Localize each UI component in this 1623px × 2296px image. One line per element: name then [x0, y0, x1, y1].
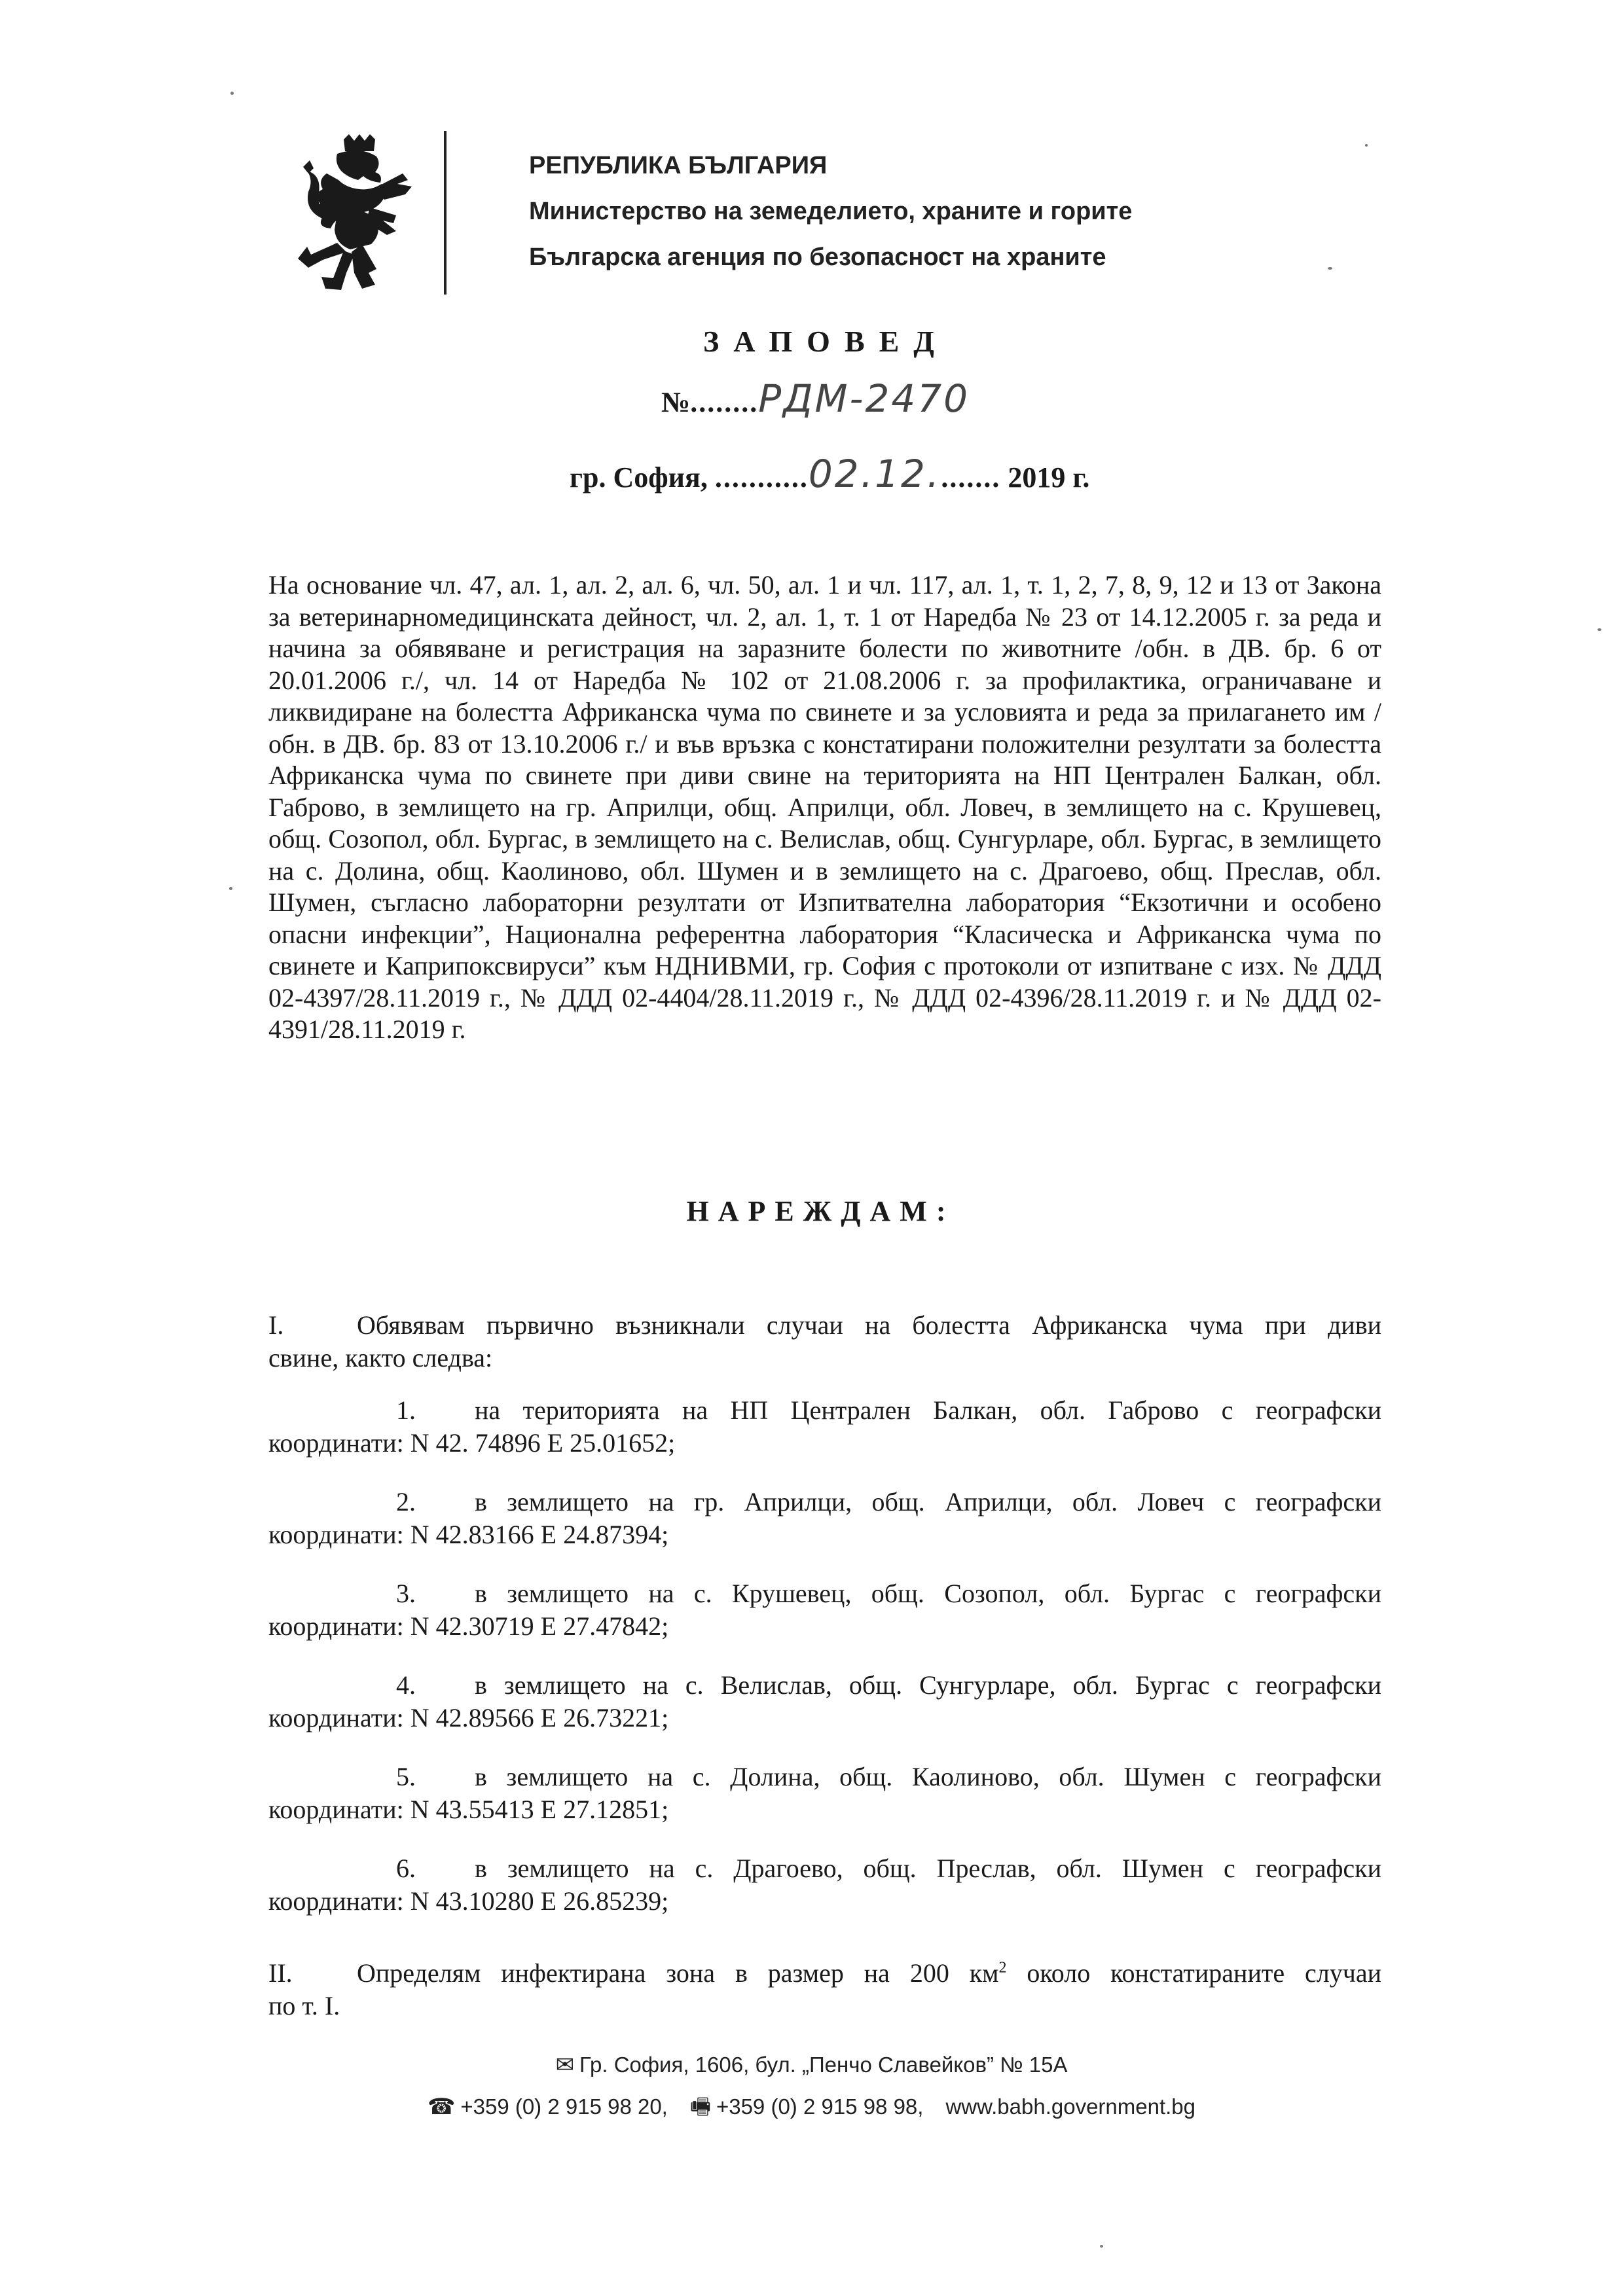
item-coordinates: координати: N 42.30719 E 27.47842; — [268, 1611, 669, 1641]
item-coordinates: координати: N 42. 74896 E 25.01652; — [268, 1428, 676, 1458]
date-dots-right: ....... — [941, 461, 1001, 493]
footer-phone: +359 (0) 2 915 98 20, — [460, 2094, 668, 2119]
scan-speck — [1100, 2245, 1103, 2248]
scan-speck — [230, 92, 234, 95]
footer-address: Гр. София, 1606, бул. „Пенчо Славейков” № 15А — [579, 2053, 1068, 2077]
country-name: РЕПУБЛИКА БЪЛГАРИЯ — [529, 152, 828, 179]
item-text: в землището на с. Долина, общ. Каолиново, обл. Шумен с географски — [475, 1762, 1381, 1791]
section-text: Определям инфектирана зона в размер на 200 $км^2$ около констатираните случаи — [357, 1958, 1382, 1988]
item-coordinates: координати: N 42.89566 E 26.73221; — [268, 1703, 669, 1732]
list-item — [268, 1761, 1381, 1826]
order-date-handwritten: 02.12. — [808, 452, 941, 496]
city-prefix: гр. София, — [570, 461, 708, 493]
list-item — [268, 1394, 1381, 1460]
item-number: 1. — [396, 1395, 416, 1425]
ministry-name: Министерство на земеделието, храните и горите — [529, 198, 1133, 225]
item-number: 2. — [396, 1487, 416, 1516]
order-number-line — [661, 376, 970, 421]
superscript: 2 — [998, 1959, 1007, 1977]
section-number: II. — [268, 1958, 293, 1988]
item-number: 4. — [396, 1670, 416, 1700]
item-text: в землището на с. Драгоево, общ. Преслав, обл. Шумен с географски — [475, 1854, 1381, 1883]
date-dots-left: ........... — [714, 461, 809, 493]
list-item — [268, 1486, 1381, 1551]
agency-name: Българска агенция по безопасност на храните — [529, 243, 1106, 271]
envelope-icon: ✉ — [555, 2053, 574, 2077]
item-text: в землището на с. Крушевец, общ. Созопол, обл. Бургас с географски — [475, 1579, 1381, 1608]
section-text-continued: свине, както следва: — [268, 1343, 493, 1372]
section-1 — [268, 1309, 1381, 1374]
phone-icon: ☎ — [427, 2094, 456, 2119]
section-text-continued: по т. I. — [268, 1991, 340, 2020]
item-text: в землището на гр. Априлци, общ. Априлци, обл. Ловеч с географски — [475, 1487, 1381, 1516]
number-prefix: № — [661, 386, 691, 418]
scan-speck — [229, 887, 232, 890]
item-text: в землището на с. Велислав, общ. Сунгурларе, обл. Бургас с географски — [475, 1670, 1381, 1700]
scan-speck — [1597, 628, 1601, 631]
number-dots: ........ — [690, 386, 759, 418]
list-item — [268, 1852, 1381, 1918]
list-item — [268, 1669, 1381, 1734]
footer-website[interactable]: www.babh.government.bg — [945, 2094, 1196, 2119]
order-year: 2019 г. — [1008, 461, 1090, 493]
section-number: I. — [268, 1310, 284, 1340]
order-date-line — [570, 452, 1089, 496]
lion-crest-icon — [298, 134, 422, 291]
item-number: 6. — [396, 1854, 416, 1883]
header-divider — [444, 131, 447, 295]
scan-speck — [1328, 267, 1332, 270]
item-coordinates: координати: N 43.10280 E 26.85239; — [268, 1886, 669, 1916]
item-coordinates: координати: N 42.83166 E 24.87394; — [268, 1520, 669, 1549]
order-title: ЗАПОВЕД — [703, 325, 949, 358]
footer-address-line — [0, 2052, 1623, 2078]
intro-paragraph: На основание чл. 47, ал. 1, ал. 2, ал. 6, чл. 50, ал. 1 и чл. 117, ал. 1, т. 1, 2, 7, 8, 9, 12 и 13 от Закона за ветеринарномедицинската дейност, чл. 2, ал. 1, т. 1 от Наредба № 23 от 14.12.2005 г. за реда и начина за обявяване и регистрация на заразните болести по животните /обн. в ДВ. бр. 6 от 20.01.2006 г./, чл. 14 от Наредба № 102 от 21.08.2006 г. за профилактика, ограничаване и ликвидиране на болестта Африканска чума по свинете и за условията и реда за прилагането им /обн. в ДВ. бр. 83 от 13.10.2006 г./ и във връзка с констатирани положителни резултати за болестта Африканска чума по свинете при диви свине на територията на НП Централен Балкан, обл. Габрово, в землището на гр. Априлци, общ. Априлци, обл. Ловеч, в землището на с. Крушевец, общ. Созопол, обл. Бургас, в землището на с. Велислав, общ. Сунгурларе, обл. Бургас, в землището на с. Долина, общ. Каолиново, обл. Шумен и в землището на с. Драгоево, общ. Преслав, обл. Шумен, съгласно лабораторни резултати от Изпитвателна лаборатория “Екзотични и особено опасни инфекции”, Национална референтна лаборатория “Класическа и Африканска чума по свинете и Каприпоксвируси” към НДНИВМИ, гр. София с протоколи от изпитване с изх. № ДДД 02-4397/28.11.2019 г., № ДДД 02-4404/28.11.2019 г., № ДДД 02-4396/28.11.2019 г. и № ДДД 02-4391/28.11.2019 г. — [268, 570, 1381, 1044]
scan-speck — [1365, 144, 1368, 147]
section-2 — [268, 1957, 1381, 2022]
list-item — [268, 1577, 1381, 1643]
item-number: 5. — [396, 1762, 416, 1791]
footer-contacts-line — [0, 2091, 1623, 2128]
item-coordinates: координати: N 43.55413 E 27.12851; — [268, 1795, 669, 1824]
order-heading: НАРЕЖДАМ: — [686, 1195, 955, 1227]
item-number: 3. — [396, 1579, 416, 1608]
fax-icon: 🖷 — [689, 2094, 711, 2119]
order-number-handwritten: РДМ-2470 — [758, 376, 970, 421]
footer-fax: +359 (0) 2 915 98 98, — [716, 2094, 924, 2119]
section-text: Обявявам първично възникнали случаи на болестта Африканска чума при диви — [357, 1310, 1381, 1340]
item-text: на територията на НП Централен Балкан, обл. Габрово с географски — [475, 1395, 1381, 1425]
